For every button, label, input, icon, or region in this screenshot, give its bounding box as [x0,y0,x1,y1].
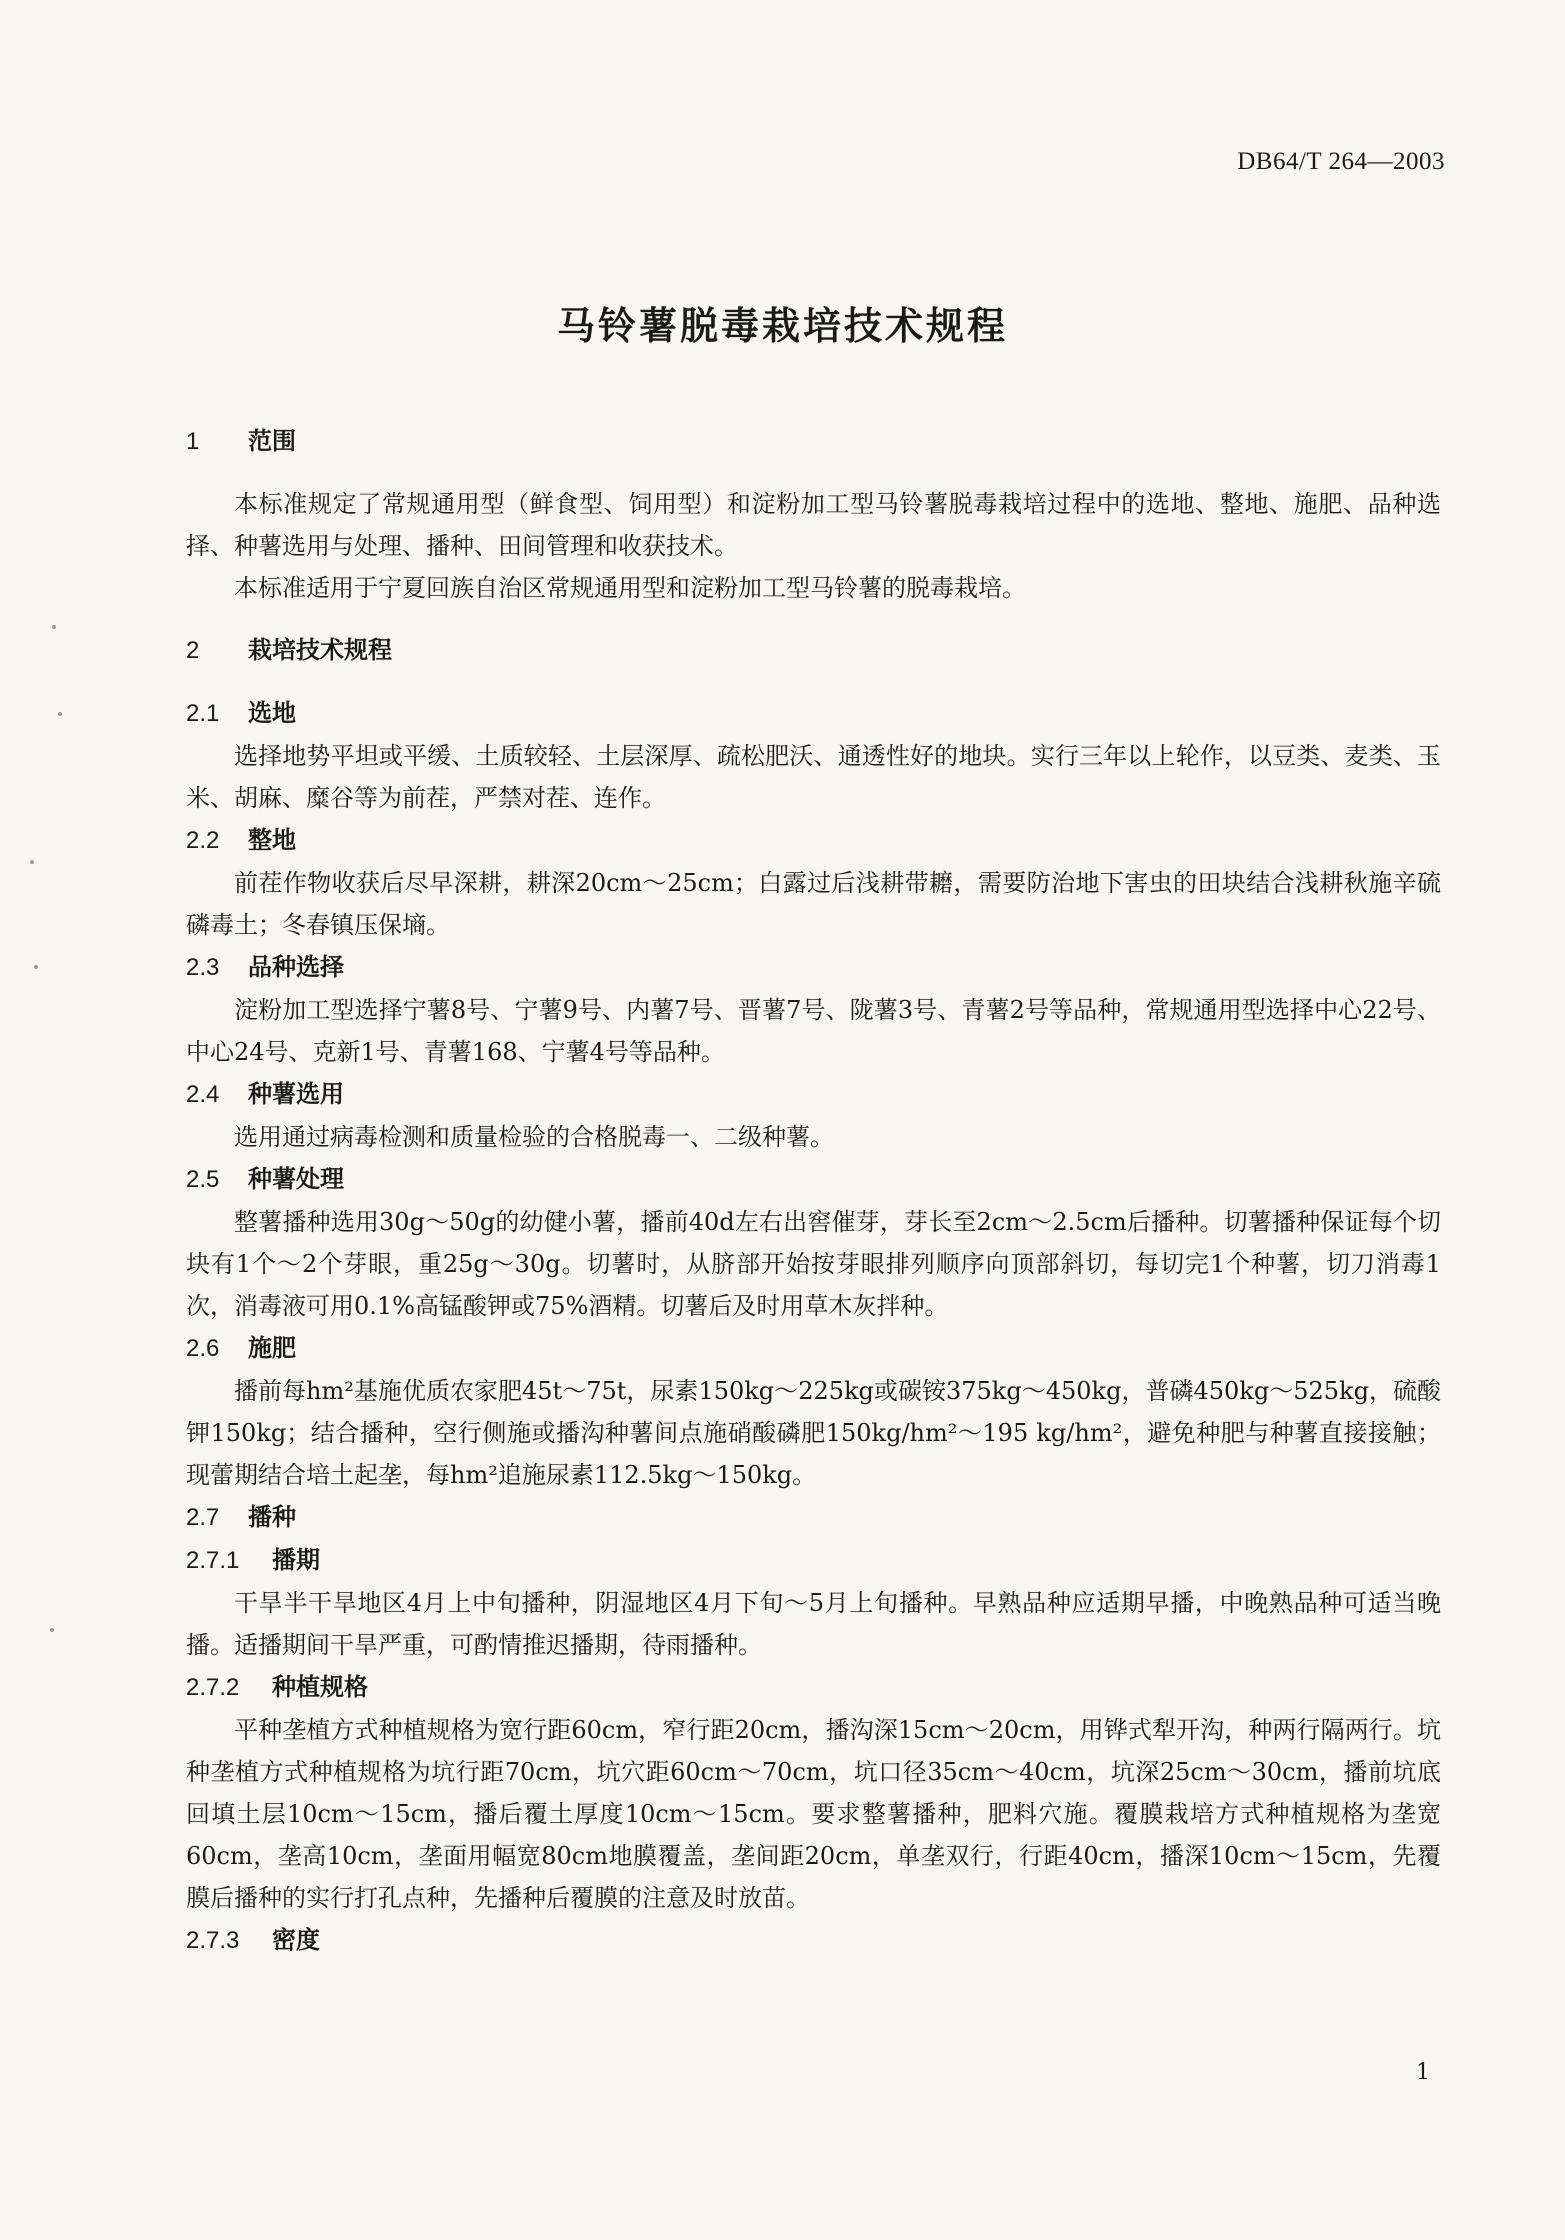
section-number: 2.7.3 [186,1927,240,1954]
section-label: 品种选择 [248,953,344,981]
section-label: 种薯处理 [248,1165,344,1193]
paragraph: 播前每hm²基施优质农家肥45t～75t，尿素150kg～225kg或碳铵375kg～450kg，普磷450kg～525kg，硫酸钾150kg；结合播种，空行侧施或播沟种薯间点施硝酸磷肥150kg/hm²～195 kg/hm²，避免种肥与种薯直接接触；现蕾期结合培土起垄，每hm²追施尿素112.5kg～150kg。 [186,1377,1441,1489]
standard-code: DB64/T 264—2003 [1237,148,1445,175]
subsection-heading [186,692,1441,735]
scan-speck [30,860,34,864]
paragraph: 前茬作物收获后尽早深耕，耕深20cm～25cm；白露过后浅耕带耱，需要防治地下害虫的田块结合浅耕秋施辛硫磷毒土；冬春镇压保墒。 [186,869,1441,939]
subsection-heading [186,1539,1441,1582]
section-number: 2.3 [186,954,220,981]
document-body [186,420,1441,1962]
page-title: 马铃薯脱毒栽培技术规程 [556,304,1008,348]
scan-speck [50,1628,54,1632]
subsection-heading [186,1327,1441,1370]
paragraph: 干旱半干旱地区4月上中旬播种，阴湿地区4月下旬～5月上旬播种。早熟品种应适期早播，中晚熟品种可适当晚播。适播期间干旱严重，可酌情推迟播期，待雨播种。 [186,1589,1441,1659]
section-label: 种植规格 [272,1673,368,1701]
section-number: 2.1 [186,700,220,727]
section-heading [186,629,1441,672]
paragraph: 选择地势平坦或平缓、土质较轻、土层深厚、疏松肥沃、通透性好的地块。实行三年以上轮作，以豆类、麦类、玉米、胡麻、糜谷等为前茬，严禁对茬、连作。 [186,742,1441,812]
section-label: 播种 [248,1503,296,1531]
paragraph: 本标准适用于宁夏回族自治区常规通用型和淀粉加工型马铃薯的脱毒栽培。 [234,574,1026,602]
scan-speck [34,965,38,969]
section-number: 2.6 [186,1335,220,1362]
section-label: 种薯选用 [248,1080,344,1108]
section-heading [186,420,1441,463]
subsection-heading [186,1666,1441,1709]
page-number: 1 [1416,2060,1430,2085]
paragraph: 整薯播种选用30g～50g的幼健小薯，播前40d左右出窖催芽，芽长至2cm～2.5cm后播种。切薯播种保证每个切块有1个～2个芽眼，重25g～30g。切薯时，从脐部开始按芽眼排列顺序向顶部斜切，每切完1个种薯，切刀消毒1次，消毒液可用0.1%高锰酸钾或75%酒精。切薯后及时用草木灰拌种。 [186,1208,1441,1320]
section-label: 选地 [248,699,296,727]
section-label: 播期 [272,1546,320,1574]
section-label: 整地 [248,826,296,854]
paragraph: 选用通过病毒检测和质量检验的合格脱毒一、二级种薯。 [234,1123,834,1151]
section-label: 栽培技术规程 [248,636,392,664]
scan-speck [52,625,56,629]
subsection-heading [186,1919,1441,1962]
section-number: 1 [186,428,200,455]
section-label: 施肥 [248,1334,296,1362]
subsection-heading [186,1496,1441,1539]
scan-speck [58,712,62,716]
section-number: 2.4 [186,1081,220,1108]
section-number: 2.2 [186,827,220,854]
subsection-heading [186,819,1441,862]
paragraph: 平种垄植方式种植规格为宽行距60cm，窄行距20cm，播沟深15cm～20cm，用铧式犁开沟，种两行隔两行。坑种垄植方式种植规格为坑行距70cm，坑穴距60cm～70cm，坑口径35cm～40cm，坑深25cm～30cm，播前坑底回填土层10cm～15cm，播后覆土厚度10cm～15cm。要求整薯播种，肥料穴施。覆膜栽培方式种植规格为垄宽60cm，垄高10cm，垄面用幅宽80cm地膜覆盖，垄间距20cm，单垄双行，行距40cm，播深10cm～15cm，先覆膜后播种的实行打孔点种，先播种后覆膜的注意及时放苗。 [186,1716,1441,1912]
section-number: 2.5 [186,1166,220,1193]
section-number: 2 [186,637,200,664]
paragraph: 本标准规定了常规通用型（鲜食型、饲用型）和淀粉加工型马铃薯脱毒栽培过程中的选地、整地、施肥、品种选择、种薯选用与处理、播种、田间管理和收获技术。 [186,490,1441,560]
section-label: 密度 [272,1926,320,1954]
section-label: 范围 [248,427,296,455]
subsection-heading [186,1158,1441,1201]
section-number: 2.7.2 [186,1674,240,1701]
subsection-heading [186,946,1441,989]
section-number: 2.7 [186,1504,220,1531]
subsection-heading [186,1073,1441,1116]
paragraph: 淀粉加工型选择宁薯8号、宁薯9号、内薯7号、晋薯7号、陇薯3号、青薯2号等品种，常规通用型选择中心22号、中心24号、克新1号、青薯168、宁薯4号等品种。 [186,996,1441,1066]
section-number: 2.7.1 [186,1547,240,1574]
